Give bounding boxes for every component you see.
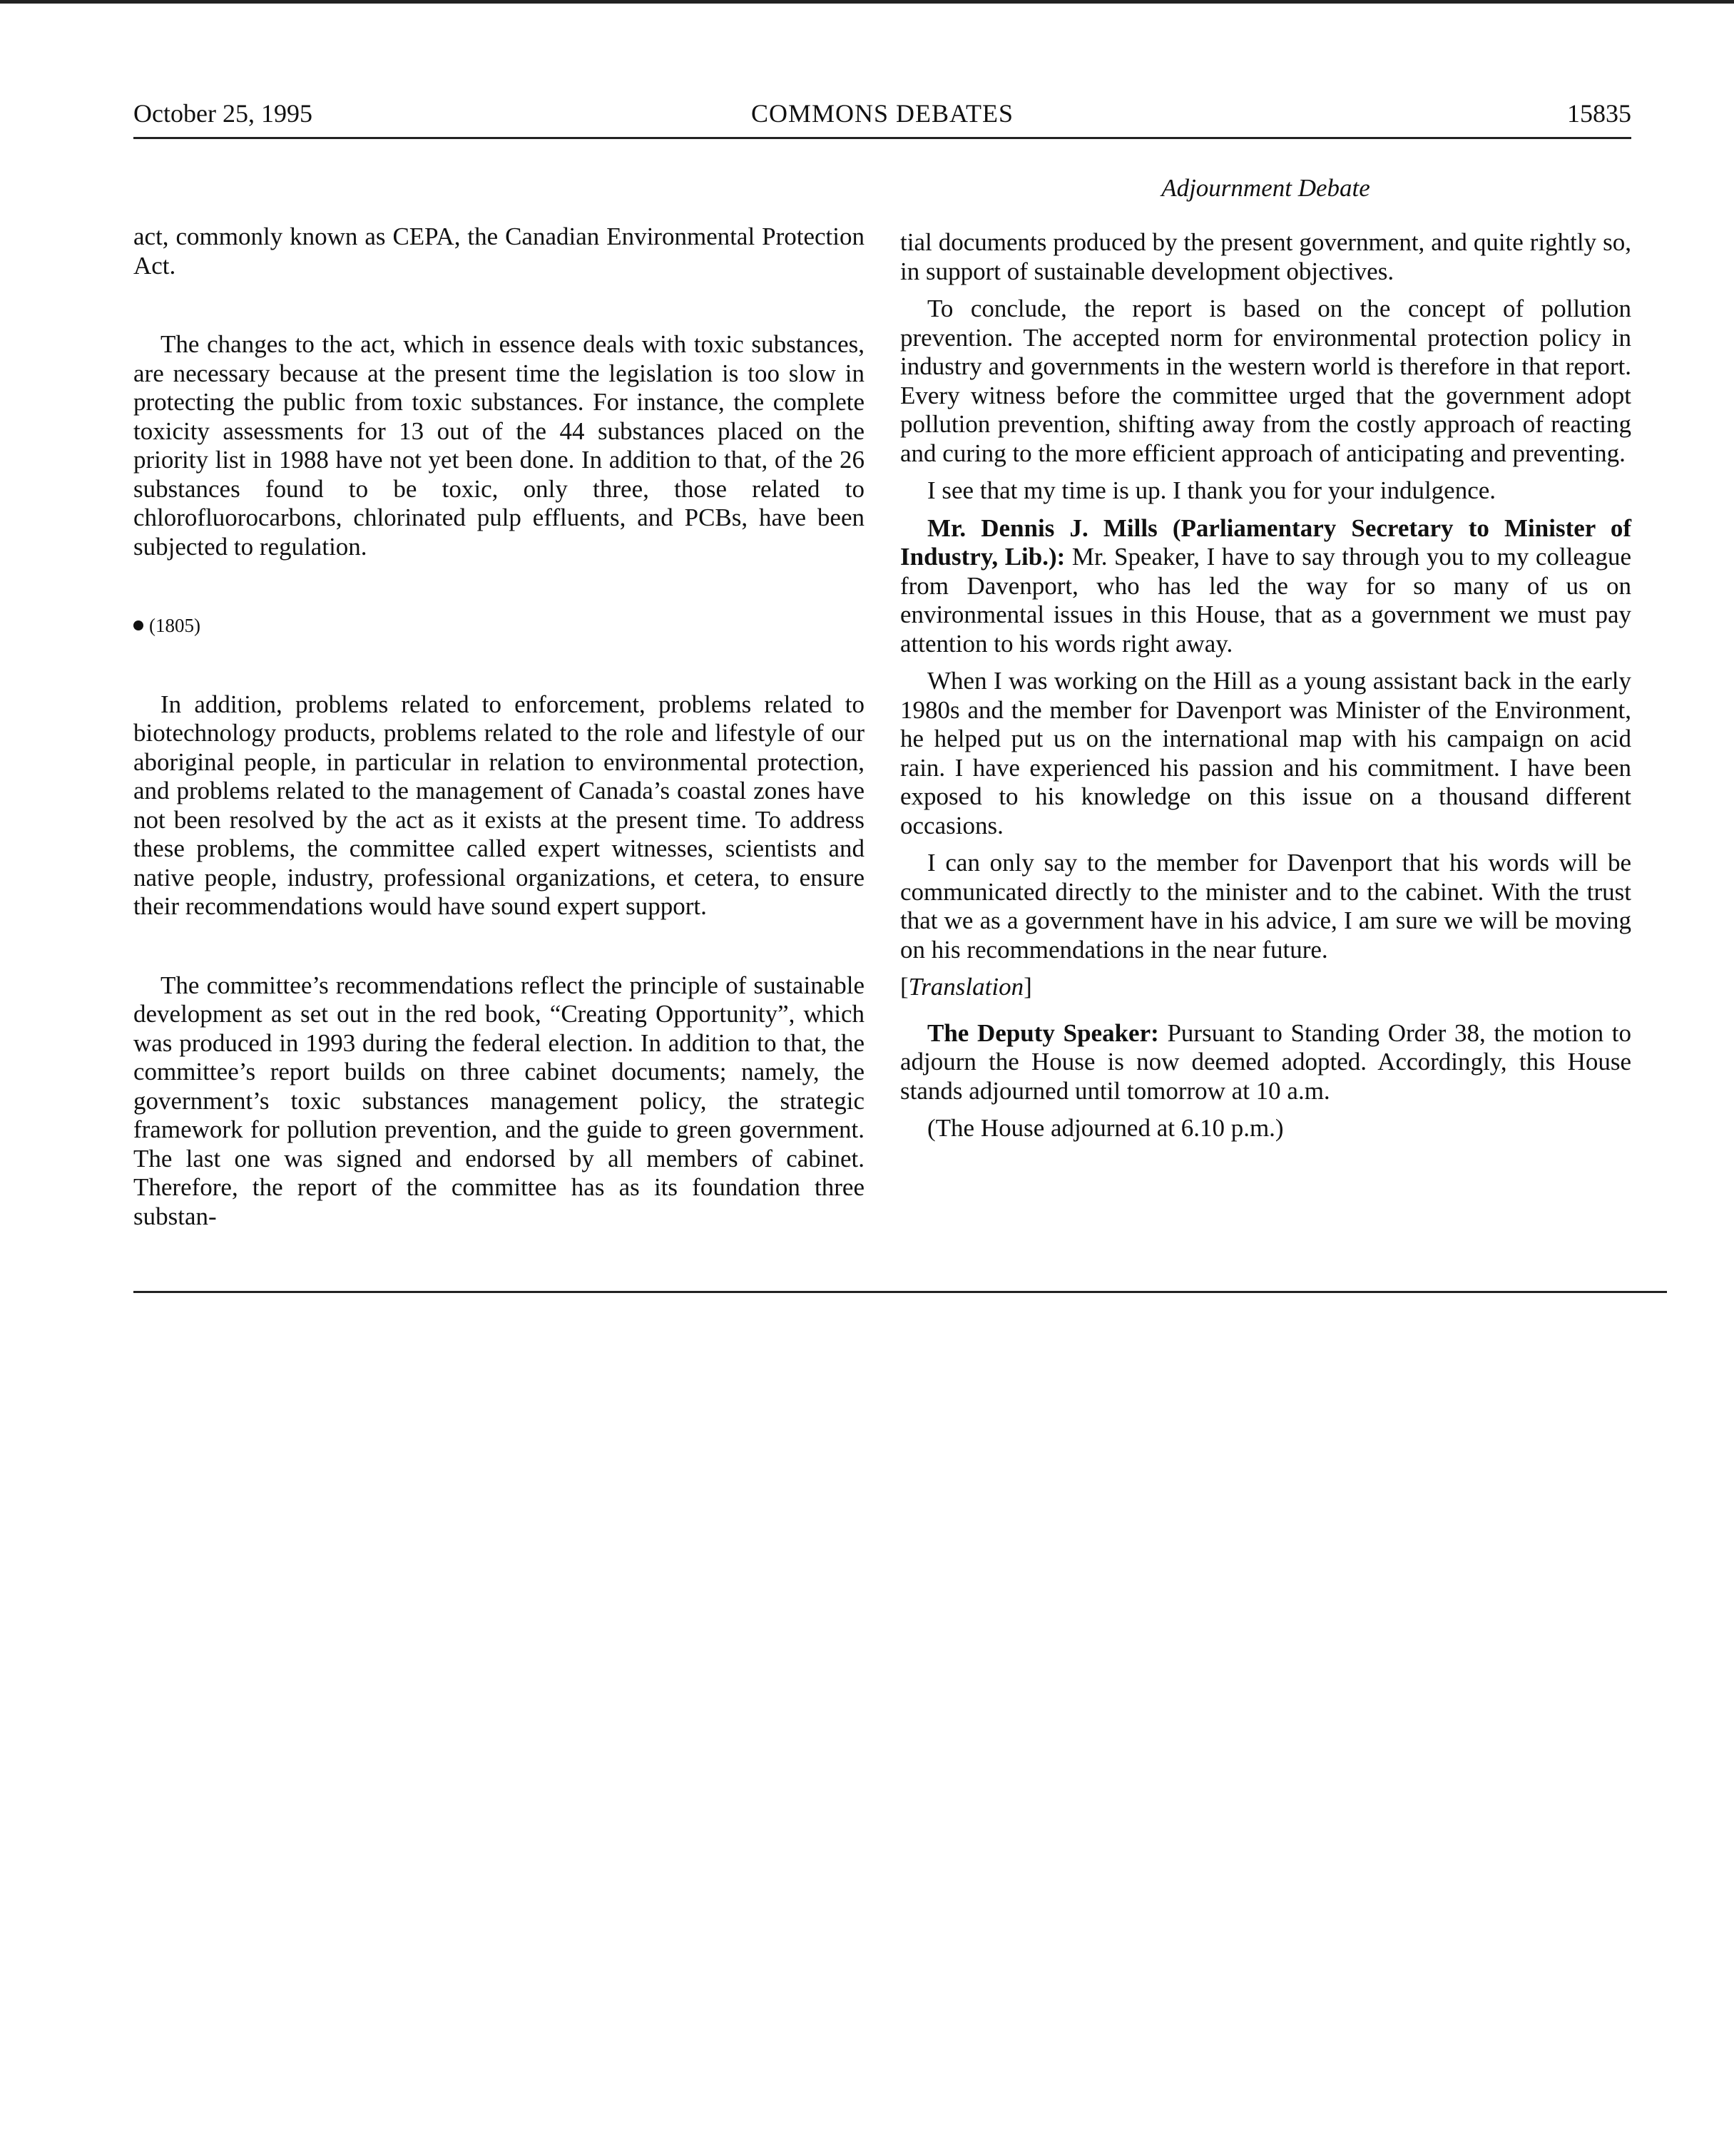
paragraph: I can only say to the member for Davenport that his words will be communicated directly to the minister and to the cabinet. With the trust that we as a government have in his advice, I am sure we will be moving on his recommendations in the near future. bbox=[900, 849, 1631, 964]
timestamp: (1805) bbox=[149, 615, 200, 636]
speaker-name: The Deputy Speaker: bbox=[927, 1018, 1159, 1047]
speaker-name: Mr. Dennis J. Mills (Parliamentary Secretary to Minister of Industry, Lib.): bbox=[900, 514, 1631, 571]
paragraph: tial documents produced by the present government, and quite rightly so, in support of sustainable development objectives. bbox=[900, 228, 1631, 285]
adjournment-note: (The House adjourned at 6.10 p.m.) bbox=[927, 1114, 1284, 1142]
translation-note: [Translation] bbox=[900, 973, 1032, 1001]
bullet-icon bbox=[133, 620, 143, 630]
timestamp-marker bbox=[133, 611, 865, 640]
translation-label: Translation bbox=[908, 973, 1024, 1001]
left-column bbox=[133, 223, 865, 1231]
section-title: Adjournment Debate bbox=[1161, 174, 1370, 202]
speech-text: Mr. Speaker, I have to say through you to my colleague from Davenport, who has led the way for so many of us on environmental issues in this House, that as a government we must pay attention to his words right away. bbox=[900, 543, 1631, 658]
header-date: October 25, 1995 bbox=[133, 99, 312, 128]
footer-rule bbox=[133, 1291, 1667, 1293]
running-header bbox=[133, 98, 1631, 134]
speech-paragraph bbox=[900, 1019, 1631, 1106]
header-publication: COMMONS DEBATES bbox=[750, 99, 1014, 128]
right-column bbox=[900, 228, 1631, 1143]
paragraph: When I was working on the Hill as a young assistant back in the early 1980s and the member for Davenport was Minister of the Environment, he helped put us on the international map with his campaign on acid rain. I have experienced his passion and his commitment. I have been exposed to his knowledge on this issue on a thousand different occasions. bbox=[900, 667, 1631, 839]
paragraph: To conclude, the report is based on the concept of pollution prevention. The accepted norm for environmental protection policy in industry and governments in the western world is therefore in that report. Every witness before the committee urged that the government adopt pollution prevention, shifting away from the costly approach of reacting and curing to the more efficient approach of anticipating and preventing. bbox=[900, 295, 1631, 467]
header-rule bbox=[133, 137, 1631, 139]
paragraph: act, commonly known as CEPA, the Canadian Environmental Protection Act. bbox=[133, 223, 865, 280]
paragraph: I see that my time is up. I thank you for your indulgence. bbox=[927, 476, 1496, 504]
speech-text: Pursuant to Standing Order 38, the motion to adjourn the House is now deemed adopted. Accordingly, this House stands adjourned until tomorrow at 10 a.m. bbox=[900, 1018, 1631, 1105]
paragraph: The changes to the act, which in essence deals with toxic substances, are necessary because at the present time the legislation is too slow in protecting the public from toxic substances. For instance, the complete toxicity assessments for 13 out of the 44 substances placed on the priority list in 1988 have not yet been done. In addition to that, of the 26 substances found to be toxic, only three, those related to chlorofluorocarbons, chlorinated pulp effluents, and PCBs, have been subjected to regulation. bbox=[133, 330, 865, 561]
page-top-edge bbox=[0, 0, 1734, 4]
paragraph: The committee’s recommendations reflect the principle of sustainable development as set out in the red book, “Creating Opportunity”, which was produced in 1993 during the federal election. In addition to that, the committee’s report builds on three cabinet documents; namely, the government’s toxic substances management policy, the strategic framework for pollution prevention, and the guide to green government. The last one was signed and endorsed by all members of cabinet. Therefore, the report of the committee has as its foundation three substan- bbox=[133, 971, 865, 1230]
header-page-number: 15835 bbox=[1567, 99, 1631, 128]
paragraph: In addition, problems related to enforcement, problems related to biotechnology products, problems related to the role and lifestyle of our aboriginal people, in particular in relation to environmental protection, and problems related to the management of Canada’s coastal zones have not been resolved by the act as it exists at the present time. To address these problems, the committee called expert witnesses, scientists and native people, industry, professional organizations, et cetera, to ensure their recommendations would have sound expert support. bbox=[133, 690, 865, 920]
speech-paragraph bbox=[900, 514, 1631, 659]
